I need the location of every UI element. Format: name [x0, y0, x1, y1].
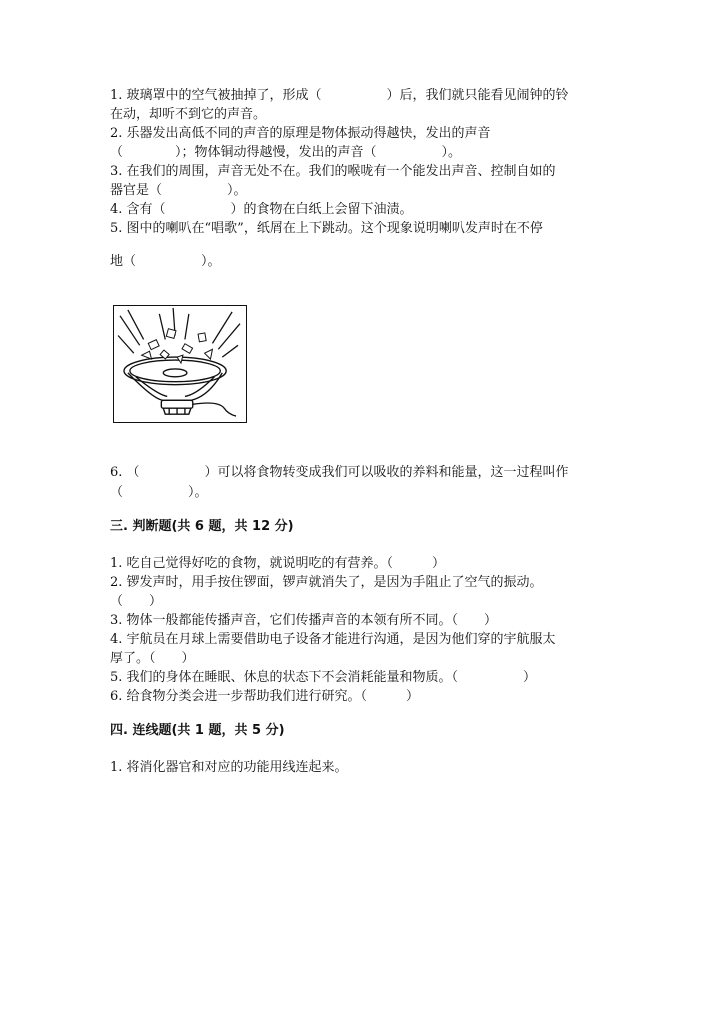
judge-section-title: 三. 判断题(共 6 题，共 12 分): [110, 519, 294, 534]
question-6-line-2: （ ）。: [110, 485, 208, 500]
judge-question-5: 5. 我们的身体在睡眠、休息的状态下不会消耗能量和物质。（ ）: [110, 670, 537, 685]
connect-section-title: 四. 连线题(共 1 题，共 5 分): [110, 723, 285, 738]
judge-question-2-line-1: 2. 锣发声时，用手按住锣面，锣声就消失了，是因为手阻止了空气的振动。: [110, 575, 543, 590]
judge-question-1: 1. 吃自己觉得好吃的食物，就说明吃的有营养。（ ）: [110, 556, 446, 571]
judge-question-2-line-2: （ ）: [110, 594, 163, 609]
connect-question-1: 1. 将消化器官和对应的功能用线连起来。: [110, 760, 348, 775]
question-1-line-2: 在动，却听不到它的声音。: [110, 107, 267, 122]
question-3-line-1: 3. 在我们的周围，声音无处不在。我们的喉咙有一个能发出声音、控制自如的: [110, 164, 556, 179]
question-5-line-2: 地（ ）。: [110, 254, 221, 269]
question-6-line-1: 6. （ ）可以将食物转变成我们可以吸收的养料和能量，这一过程叫作: [110, 465, 569, 480]
question-4-line: 4. 含有（ ）的食物在白纸上会留下油渍。: [110, 202, 413, 217]
question-3-line-2: 器官是（ ）。: [110, 183, 247, 198]
question-2-line-2: （ ）；物体铜动得越慢，发出的声音（ ）。: [110, 145, 462, 160]
question-2-line-1: 2. 乐器发出高低不同的声音的原理是物体振动得越快，发出的声音: [110, 126, 491, 141]
speaker-figure: [113, 305, 247, 423]
question-5-line-1: 5. 图中的喇叭在“唱歌”，纸屑在上下跳动。这个现象说明喇叭发声时在不停: [110, 221, 543, 236]
judge-question-6: 6. 给食物分类会进一步帮助我们进行研究。（ ）: [110, 689, 420, 704]
speaker-with-paper-bits-icon: [114, 306, 246, 422]
question-1-line-1: 1. 玻璃罩中的空气被抽掉了，形成（ ）后，我们就只能看见闹钟的铃: [110, 88, 569, 103]
judge-question-4-line-2: 厚了。（ ）: [110, 651, 195, 666]
judge-question-4-line-1: 4. 宇航员在月球上需要借助电子设备才能进行沟通，是因为他们穿的宇航服太: [110, 632, 556, 647]
judge-question-3: 3. 物体一般都能传播声音，它们传播声音的本领有所不同。（ ）: [110, 613, 498, 628]
